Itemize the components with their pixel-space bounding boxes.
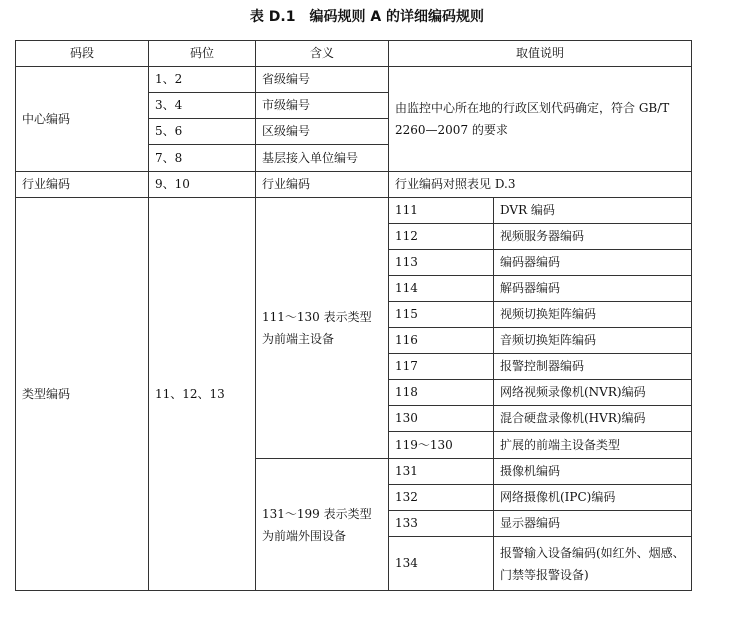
code-name-cell: 解码器编码 [494,276,692,302]
code-cell: 111 [389,198,494,224]
code-cell: 130 [389,406,494,432]
encoding-rules-table [15,40,692,591]
code-cell: 116 [389,328,494,354]
position-cell: 7、8 [149,145,256,172]
code-cell: 112 [389,224,494,250]
position-cell: 3、4 [149,93,256,119]
meaning-cell: 市级编号 [256,93,389,119]
header-description: 取值说明 [389,41,692,67]
code-cell: 119～130 [389,432,494,459]
code-name-cell: 音频切换矩阵编码 [494,328,692,354]
code-cell: 132 [389,485,494,511]
meaning-cell: 省级编号 [256,67,389,93]
code-name-cell: 网络视频录像机(NVR)编码 [494,380,692,406]
meaning-cell: 区级编号 [256,119,389,145]
code-cell: 115 [389,302,494,328]
code-cell: 134 [389,537,494,591]
code-name-cell: 报警输入设备编码(如红外、烟感、门禁等报警设备) [494,537,692,591]
type-group1-meaning: 111～130 表示类型为前端主设备 [256,198,389,459]
type-group2-meaning: 131～199 表示类型为前端外围设备 [256,459,389,591]
code-cell: 114 [389,276,494,302]
position-cell: 1、2 [149,67,256,93]
header-meaning: 含义 [256,41,389,67]
header-row [16,41,692,67]
code-name-cell: 网络摄像机(IPC)编码 [494,485,692,511]
center-description: 由监控中心所在地的行政区划代码确定，符合 GB/T 2260—2007 的要求 [389,67,692,172]
code-name-cell: 视频服务器编码 [494,224,692,250]
segment-center: 中心编码 [16,67,149,172]
code-cell: 131 [389,459,494,485]
code-name-cell: 显示器编码 [494,511,692,537]
industry-description: 行业编码对照表见 D.3 [389,172,692,198]
segment-industry: 行业编码 [16,172,149,198]
code-name-cell: 摄像机编码 [494,459,692,485]
table-row [16,67,692,93]
table-row [16,172,692,198]
header-segment: 码段 [16,41,149,67]
code-cell: 118 [389,380,494,406]
code-name-cell: 混合硬盘录像机(HVR)编码 [494,406,692,432]
code-cell: 117 [389,354,494,380]
code-name-cell: 扩展的前端主设备类型 [494,432,692,459]
code-cell: 113 [389,250,494,276]
position-cell: 5、6 [149,119,256,145]
code-name-cell: 视频切换矩阵编码 [494,302,692,328]
code-name-cell: DVR 编码 [494,198,692,224]
position-cell: 9、10 [149,172,256,198]
position-cell: 11、12、13 [149,198,256,591]
table-caption: 表 D.1 编码规则 A 的详细编码规则 [249,9,485,25]
header-position: 码位 [149,41,256,67]
meaning-cell: 行业编码 [256,172,389,198]
code-cell: 133 [389,511,494,537]
table-row [16,198,692,224]
code-name-cell: 报警控制器编码 [494,354,692,380]
code-name-cell: 编码器编码 [494,250,692,276]
meaning-cell: 基层接入单位编号 [256,145,389,172]
segment-type: 类型编码 [16,198,149,591]
